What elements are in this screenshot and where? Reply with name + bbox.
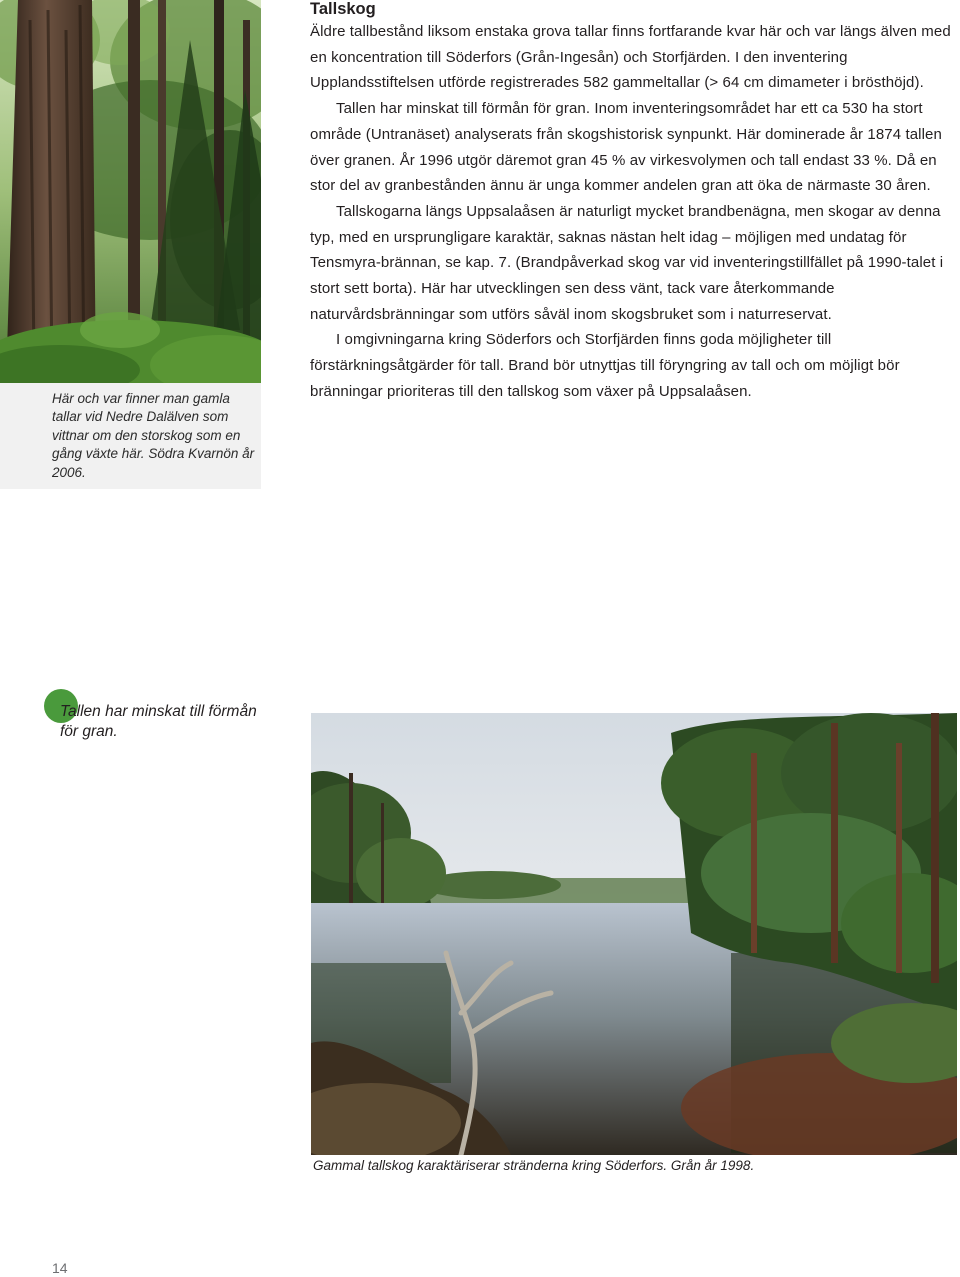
river-photo: [311, 713, 957, 1155]
article-heading: Tallskog: [310, 0, 376, 18]
article-paragraph: Tallskogarna längs Uppsalaåsen är naturligt mycket brandbenägna, men skogar av denna typ, med en ursprungligare karaktär, saknas nästan helt idag – möjligen med undatag för Tensmyra-brännan, se kap. 7. (Brandpåverkad skog var vid inventeringstillfället på 1990-talet i stort sett borta). Här har utvecklingen sen dess vänt, tack vare återkommande naturvårdsbränningar som utförs såväl inom skogsbruket som i naturreservat.: [310, 202, 944, 323]
forest-photo-caption: Här och var finner man gamla tallar vid Nedre Dalälven som vittnar om den storskog som en gång växte här. Södra Kvarnön år 2006.: [52, 391, 255, 480]
article-paragraph: I omgivningarna kring Söderfors och Storfjärden finns goda möjligheter till förstärkningsåtgärder för tall. Brand bör utnyttjas till föryngring av tall och om möjligt bör bränningar prioriteras till den tallskog som växer på Uppsalaåsen.: [310, 331, 900, 400]
article-paragraph: Äldre tallbestånd liksom enstaka grova tallar finns fortfarande kvar här och var längs älven med en koncentration till Söderfors (Grån-Ingesån) och Storfjärden. I den inventering Upplandsstiftelsen utförde registrerades 582 gammeltallar (> 64 cm dimameter i brösthöjd).: [310, 23, 951, 92]
pull-quote-text: Tallen har minskat till förmån för gran.: [60, 703, 257, 740]
forest-photo: [0, 0, 261, 383]
river-photo-caption: Gammal tallskog karaktäriserar stränderna kring Söderfors. Grån år 1998.: [313, 1158, 755, 1173]
article-body: [310, 19, 957, 405]
article: [310, 0, 957, 405]
page-number: 14: [52, 1260, 68, 1276]
forest-caption-box: [0, 383, 261, 489]
pull-quote: [44, 689, 274, 742]
article-paragraph: Tallen har minskat till förmån för gran. Inom inventeringsområdet har ett ca 530 ha stort område (Untranäset) analyserats från skogshistorisk synpunkt. Här dominerade år 1874 tallen över granen. År 1996 utgör däremot gran 45 % av virkesvolymen och tall endast 33 %. Då en stor del av granbestånden ännu är unga kommer andelen gran att öka de närmaste 30 åren.: [310, 100, 942, 195]
